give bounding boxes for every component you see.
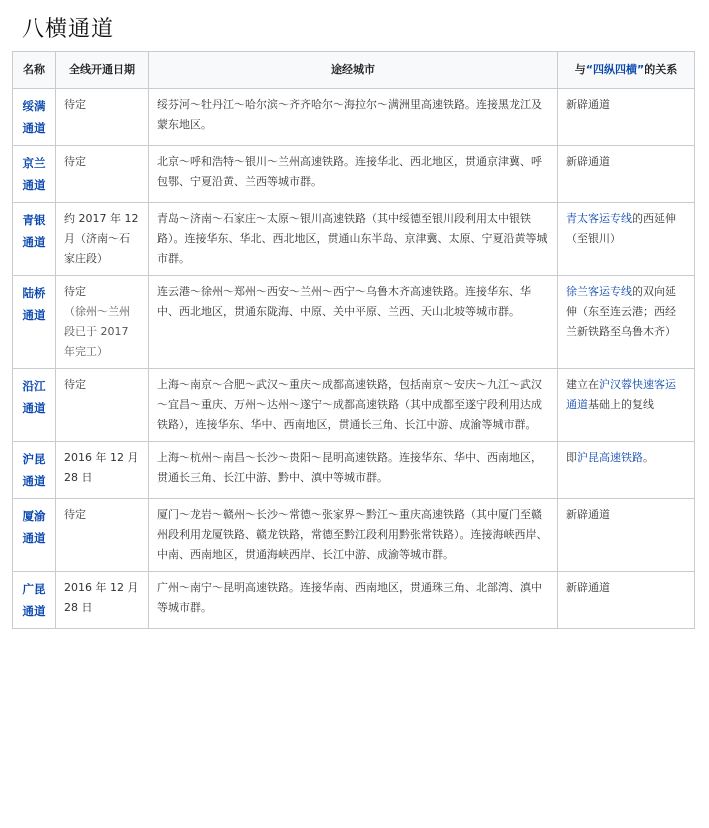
table-row <box>13 572 695 629</box>
row-relation-cell <box>558 369 695 442</box>
header-relation <box>558 52 695 89</box>
corridor-name-link[interactable]: 京兰通道 <box>22 156 46 192</box>
corridor-name-link[interactable]: 厦渝通道 <box>22 509 46 545</box>
row-route-cell: 连云港～徐州～郑州～西安～兰州～西宁～乌鲁木齐高速铁路。连接华东、华中、西北地区，贯通东陇海、中原、关中平原、兰西、天山北坡等城市群。 <box>149 276 558 369</box>
row-route-cell: 北京～呼和浩特～银川～兰州高速铁路。连接华北、西北地区，贯通京津冀、呼包鄂、宁夏沿黄、兰西等城市群。 <box>149 146 558 203</box>
row-date-cell <box>56 276 149 369</box>
corridor-name-link[interactable]: 广昆通道 <box>22 582 46 618</box>
header-date: 全线开通日期 <box>56 52 149 89</box>
relation-link[interactable]: 徐兰客运专线 <box>566 285 632 298</box>
row-name-cell <box>13 572 56 629</box>
relation-link[interactable]: 青太客运专线 <box>566 212 632 225</box>
row-route-cell: 厦门～龙岩～赣州～长沙～常德～张家界～黔江～重庆高速铁路（其中厦门至赣州段利用龙厦铁路、赣龙铁路，常德至黔江段利用黔张常铁路）。连接海峡西岸、中南、西南地区，贯通海峡西岸、长江中游、成渝等城市群。 <box>149 499 558 572</box>
row-route-cell: 广州～南宁～昆明高速铁路。连接华南、西南地区，贯通珠三角、北部湾、滇中等城市群。 <box>149 572 558 629</box>
row-relation-cell <box>558 572 695 629</box>
relation-pre: 即 <box>566 451 577 464</box>
table-row <box>13 146 695 203</box>
header-relation-suffix: 的关系 <box>644 63 678 76</box>
row-date: 约 2017 年 12 月（济南～石家庄段） <box>64 212 139 265</box>
row-route-cell: 上海～杭州～南昌～长沙～贵阳～昆明高速铁路。连接华东、华中、西南地区，贯通长三角、长江中游、黔中、滇中等城市群。 <box>149 442 558 499</box>
header-relation-prefix: 与 <box>574 63 586 76</box>
header-route: 途经城市 <box>149 52 558 89</box>
table-row <box>13 89 695 146</box>
row-route-cell: 上海～南京～合肥～武汉～重庆～成都高速铁路，包括南京～安庆～九江～武汉～宜昌～重庆、万州～达州～遂宁～成都高速铁路（其中成都至遂宁段利用达成铁路），连接华东、华中、西南地区，贯通长三角、长江中游、成渝等城市群。 <box>149 369 558 442</box>
table-row <box>13 442 695 499</box>
page-title: 八横通道 <box>22 17 115 42</box>
row-relation-cell <box>558 276 695 369</box>
row-date: 待定 <box>64 98 86 111</box>
corridor-name-link[interactable]: 沿江通道 <box>22 379 46 415</box>
corridor-table <box>12 51 695 629</box>
row-date-cell <box>56 572 149 629</box>
relation-pre: 建立在 <box>566 378 599 391</box>
relation-pre: 新辟通道 <box>566 155 610 168</box>
row-name-cell <box>13 146 56 203</box>
corridor-name-link[interactable]: 绥满通道 <box>22 99 46 135</box>
row-name-cell <box>13 369 56 442</box>
relation-post: 基础上的复线 <box>588 398 654 411</box>
row-date-note: （徐州～兰州段已于 2017 年完工） <box>64 305 130 358</box>
row-route-cell: 青岛～济南～石家庄～太原～银川高速铁路（其中绥德至银川段利用太中银铁路）。连接华东、华北、西北地区，贯通山东半岛、京津冀、太原、宁夏沿黄等城市群。 <box>149 203 558 276</box>
table-header-row <box>13 52 695 89</box>
row-date-cell <box>56 146 149 203</box>
row-date: 待定 <box>64 378 86 391</box>
row-name-cell <box>13 442 56 499</box>
row-relation-cell <box>558 499 695 572</box>
row-relation-cell <box>558 146 695 203</box>
row-date-cell <box>56 369 149 442</box>
row-name-cell <box>13 276 56 369</box>
relation-pre: 新辟通道 <box>566 98 610 111</box>
row-name-cell <box>13 89 56 146</box>
row-date: 2016 年 12 月 28 日 <box>64 581 139 614</box>
relation-link[interactable]: 沪昆高速铁路 <box>577 451 643 464</box>
row-route-cell: 绥芬河～牡丹江～哈尔滨～齐齐哈尔～海拉尔～满洲里高速铁路。连接黑龙江及蒙东地区。 <box>149 89 558 146</box>
row-date-cell <box>56 499 149 572</box>
relation-link[interactable]: 沪汉蓉快速客运通道 <box>566 378 676 411</box>
row-relation-cell <box>558 203 695 276</box>
row-date: 待定 <box>64 155 86 168</box>
table-row <box>13 499 695 572</box>
relation-post: 。 <box>643 451 654 464</box>
corridor-name-link[interactable]: 青银通道 <box>22 213 46 249</box>
row-date: 待定 <box>64 508 86 521</box>
corridor-name-link[interactable]: 陆桥通道 <box>22 286 46 322</box>
row-date-cell <box>56 203 149 276</box>
row-date-cell <box>56 89 149 146</box>
table-row <box>13 276 695 369</box>
row-date: 待定 <box>64 285 86 298</box>
row-relation-cell <box>558 442 695 499</box>
table-row <box>13 369 695 442</box>
relation-post: 的西延伸（至银川） <box>566 212 676 245</box>
table-row <box>13 203 695 276</box>
relation-pre: 新辟通道 <box>566 581 610 594</box>
row-name-cell <box>13 203 56 276</box>
row-name-cell <box>13 499 56 572</box>
corridor-name-link[interactable]: 沪昆通道 <box>22 452 46 488</box>
row-date-cell <box>56 442 149 499</box>
row-date: 2016 年 12 月 28 日 <box>64 451 139 484</box>
relation-post: 的双向延伸（东至连云港；西经兰新铁路至乌鲁木齐） <box>566 285 676 338</box>
header-relation-link[interactable]: “四纵四横” <box>585 63 645 76</box>
header-name: 名称 <box>13 52 56 89</box>
relation-pre: 新辟通道 <box>566 508 610 521</box>
row-relation-cell <box>558 89 695 146</box>
